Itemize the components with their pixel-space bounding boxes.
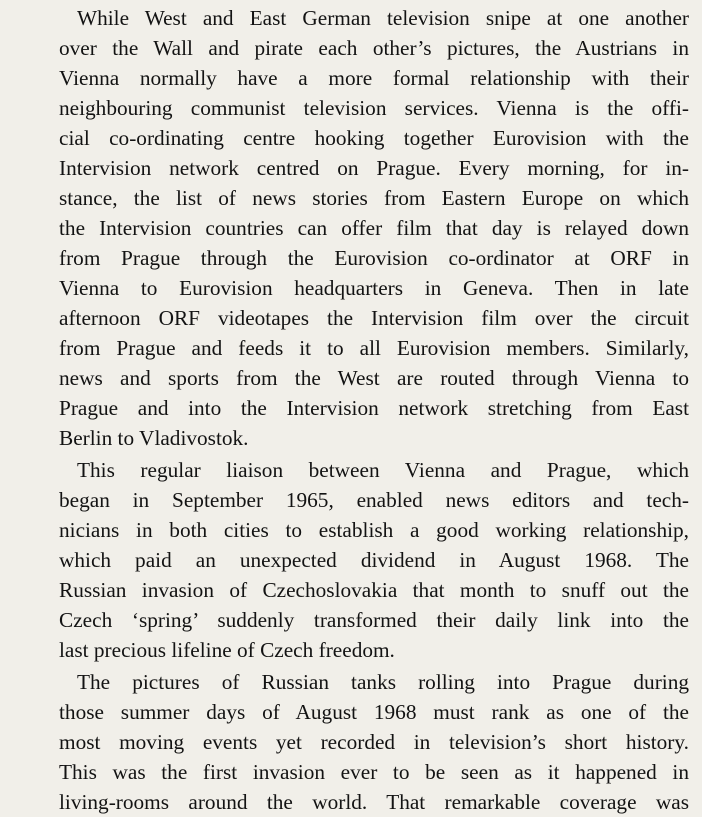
- text-line: the Intervision countries can offer film that day is relayed down: [59, 216, 689, 240]
- text-line: This was the first invasion ever to be seen as it happened in: [59, 760, 689, 784]
- text-line: The pictures of Russian tanks rolling into Prague during: [77, 670, 689, 694]
- text-line: over the Wall and pirate each other’s pictures, the Austrians in: [59, 36, 689, 60]
- text-line: neighbouring communist television services. Vienna is the offi-: [59, 96, 689, 120]
- text-line: which paid an unexpected dividend in August 1968. The: [59, 548, 689, 572]
- text-line: Berlin to Vladivostok.: [59, 426, 249, 450]
- text-line: Czech ‘spring’ suddenly transformed their daily link into the: [59, 608, 689, 632]
- text-line: living-rooms around the world. That remarkable coverage was: [59, 790, 689, 814]
- text-line: Vienna normally have a more formal relationship with their: [59, 66, 689, 90]
- text-line: news and sports from the West are routed through Vienna to: [59, 366, 689, 390]
- text-line: Intervision network centred on Prague. Every morning, for in-: [59, 156, 689, 180]
- text-line: most moving events yet recorded in television’s short history.: [59, 730, 689, 754]
- text-line: those summer days of August 1968 must rank as one of the: [59, 700, 689, 724]
- text-line: began in September 1965, enabled news editors and tech-: [59, 488, 689, 512]
- text-line: While West and East German television snipe at one another: [77, 6, 689, 30]
- text-line: from Prague through the Eurovision co-ordinator at ORF in: [59, 246, 689, 270]
- text-line: stance, the list of news stories from Eastern Europe on which: [59, 186, 689, 210]
- text-line: afternoon ORF videotapes the Intervision film over the circuit: [59, 306, 689, 330]
- text-line: Vienna to Eurovision headquarters in Geneva. Then in late: [59, 276, 689, 300]
- text-line: nicians in both cities to establish a good working relationship,: [59, 518, 689, 542]
- text-line: Russian invasion of Czechoslovakia that month to snuff out the: [59, 578, 689, 602]
- text-line: from Prague and feeds it to all Eurovision members. Similarly,: [59, 336, 689, 360]
- text-line: last precious lifeline of Czech freedom.: [59, 638, 395, 662]
- text-line: cial co-ordinating centre hooking together Eurovision with the: [59, 126, 689, 150]
- text-line: Prague and into the Intervision network stretching from East: [59, 396, 689, 420]
- text-line: This regular liaison between Vienna and Prague, which: [77, 458, 689, 482]
